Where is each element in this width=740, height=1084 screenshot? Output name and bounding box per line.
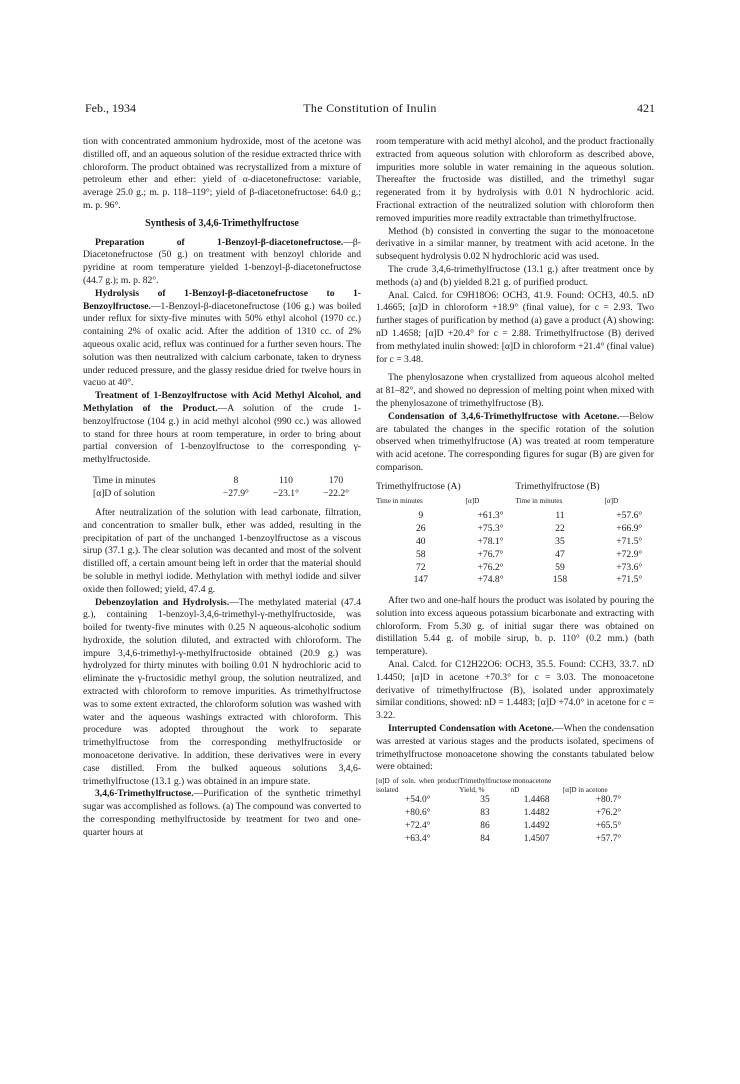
table-cell: 8 — [233, 475, 239, 487]
table-cell: +57.6° — [616, 510, 643, 522]
table-cell: 84 — [480, 833, 490, 844]
table-row — [376, 574, 654, 587]
paragraph-body: —The methylated material (47.4 g.), containing 1-benzoyl-3,4,6-trimethyl-γ-methylfructoside, was boiled for twenty-five minutes with 0.25 N aqueous-alcoholic sodium hydroxide, the solution diluted, and extracted with chloroform. The impure 3,4,6-trimethyl-γ-methylfructoside obtained (20.9 g.) was hydrolyzed for thirty minutes with boiling 0.01 N hydrochloric acid to eliminate the γ-fructosidic methyl group, the solution neutralized, and extracted with chloroform to remove impurities. As trimethylfructose was to some extent extracted, the chloroform solution was washed with water and the aqueous washings extracted with chloroform. This procedure was adopted throughout the work to separate trimethylfructose from the corresponding methylfructoside or monoacetone derivative. In addition, these derivatives were in every case distilled. From the bulked aqueous solutions 3,4,6-trimethylfructose (13.1 g.) was obtained in an impure state. — [83, 596, 361, 787]
table-cell: 110 — [278, 475, 293, 487]
table-subheader: Time in minutes — [515, 496, 563, 505]
table-cell: +76.2° — [477, 561, 504, 573]
run-in-heading: 3,4,6-Trimethylfructose. — [95, 788, 194, 800]
table-cell: 1.4492 — [523, 820, 550, 831]
paragraph — [83, 788, 361, 839]
run-in-heading: Interrupted Condensation with Acetone. — [388, 723, 554, 735]
paragraph: After two and one-half hours the product was isolated by pouring the solution into excess aqueous potassium bicarbonate and extracting with chloroform. From 5.30 g. of initial sugar there was obtained on distillation 5.44 g. of mobile sirup, b. p. 110° (0.2 mm.) (bath temperature). — [376, 595, 654, 658]
table-cell: 59 — [555, 561, 565, 573]
table-cell: +74.8° — [477, 574, 504, 586]
table-subheader: nD — [510, 785, 520, 794]
table-cell: 40 — [416, 535, 426, 547]
table-label: Time in minutes — [93, 475, 156, 487]
table-group-header: Trimethylfructose monoacetone — [459, 777, 552, 786]
table-group-header: Trimethylfructose (A) — [376, 480, 461, 492]
paragraph: Anal. Calcd. for C9H18O6: OCH3, 41.9. Found: OCH3, 40.5. nD 1.4665; [α]D in chloroform +18.9° (final value), for c = 2.93. Two further stages of purification by method (a) gave a product (A) showing: nD 1.4658; [α]D +20.4° for c = 2.88. Trimethylfructose (B) derived from methylated inulin showed: [α]D in chloroform +21.4° (final value) for c = 3.48. — [376, 289, 654, 365]
run-in-heading: Debenzoylation and Hydrolysis. — [95, 596, 230, 608]
table-cell: −27.9° — [222, 488, 249, 500]
table-header: [α]D of soln. when product isolated — [376, 777, 460, 794]
table-cell: +78.1° — [477, 535, 504, 547]
table-cell: +66.9° — [616, 523, 643, 535]
rotation-table — [83, 475, 361, 501]
paragraph — [83, 390, 361, 467]
paragraph-body: —β-Diacetonefructose (50 g.) on treatment with benzoyl chloride and pyridine at room temperature yielded 1-benzoyl-β-diacetonefructose (44.7 g.); m. p. 82°. — [83, 236, 361, 286]
table-cell: 26 — [416, 523, 426, 535]
table-cell: +75.3° — [477, 523, 504, 535]
paragraph-body: —Below are tabulated the changes in the specific rotation of the solution observed when trimethylfructose (A) was treated at room temperature with acid acetone. The corresponding figures for sugar (B) are given for comparison. — [376, 410, 654, 473]
table-cell: +61.3° — [477, 510, 504, 522]
header-title: The Constitution of Inulin — [303, 101, 437, 115]
paragraph: Method (b) consisted in converting the sugar to the monoacetone derivative in a similar manner, by treatment with acid acetone. In the subsequent hydrolysis 0.02 N hydrochloric acid was used. — [376, 225, 654, 263]
table-row — [83, 488, 361, 501]
table-cell: +76.7° — [477, 548, 504, 560]
paragraph: Anal. Calcd. for C12H22O6: OCH3, 35.5. Found: CCH3, 33.7. nD 1.4450; [α]D in acetone +70.3° for c = 3.03. The monoacetone derivative of trimethylfructose (B), isolated under approximately similar conditions, showed: nD = 1.4483; [α]D +74.0° in acetone for c = 3.22. — [376, 659, 654, 722]
paragraph: tion with concentrated ammonium hydroxide, most of the acetone was distilled off, and an aqueous solution of the residue extracted thrice with chloroform. The product obtained was recrystallized from a mixture of petroleum ether and ether: yield of α-diacetonefructose: variable, average 25.0 g.; m. p. 118–119°; yield of β-diacetonefructose: 64.0 g.; m. p. 96°. — [83, 136, 361, 211]
table-cell: 147 — [413, 574, 428, 586]
paragraph — [83, 597, 361, 789]
table-cell: 83 — [480, 808, 490, 819]
table-cell: 47 — [555, 548, 565, 560]
table-cell: −23.1° — [272, 488, 299, 500]
table-row — [376, 536, 654, 549]
table-row — [376, 794, 654, 807]
run-in-heading: Hydrolysis of 1-Benzoyl-β-diacetonefructose to 1-Benzoylfructose. — [83, 287, 361, 312]
run-in-heading: Treatment of 1-Benzoylfructose with Acid Methyl Alcohol, and Methylation of the Product. — [83, 390, 361, 414]
table-cell: +72.4° — [404, 820, 431, 831]
table-cell: +65.5° — [595, 820, 622, 831]
paragraph: The crude 3,4,6-trimethylfructose (13.1 g.) after treatment once by methods (a) and (b) yielded 8.21 g. of purified product. — [376, 263, 654, 288]
paragraph — [376, 411, 654, 475]
paragraph-body: —Purification of the synthetic trimethyl sugar was accomplished as follows. (a) The compound was converted to the corresponding methylfructoside by treatment for two and one-quarter hours at — [83, 788, 361, 838]
table-cell: +76.2° — [595, 808, 622, 819]
table-row — [376, 510, 654, 523]
paragraph: room temperature with acid methyl alcohol, and the product fractionally extracted from aqueous solution with chloroform as described above, impurities more soluble in water remaining in the aqueous solution. Thereafter the fructoside was distilled, and the trimethyl sugar regenerated from it by hydrolysis with 0.01 N hydrochloric acid. Fractional extraction of the neutralized solution with chloroform then removed impurities more readily extractable than trimethylfructose. — [376, 136, 654, 224]
table-header-row — [376, 481, 654, 494]
table-cell: +57.7° — [595, 833, 622, 844]
page-number: 421 — [637, 101, 655, 115]
paragraph-body: —When the condensation was arrested at various stages and the products isolated, specimens of trimethylfructose monoacetone showing the constants tabulated below were obtained: — [376, 723, 654, 773]
table-cell: +54.0° — [404, 795, 431, 806]
paragraph: After neutralization of the solution with lead carbonate, filtration, and concentration to smaller bulk, ether was added, resulting in the precipitation of part of the unchanged 1-benzoylfructose as a viscous sirup (37.1 g.). The clear solution was decanted and most of the solvent distilled off, a certain amount being left in order that the material should be soluble in methyl iodide. Methylation with methyl iodide and silver oxide then followed; yield, 47.4 g. — [83, 506, 361, 595]
paragraph: The phenylosazone when crystallized from aqueous alcohol melted at 81–82°, and showed no depression of melting point when mixed with the phenylosazone of trimethylfructose (B). — [376, 372, 654, 409]
table-cell: 158 — [552, 574, 568, 586]
table-cell: 1.4507 — [523, 833, 550, 844]
table-subheader-row — [376, 494, 654, 511]
table-subheader: [α]D — [604, 496, 619, 505]
table-cell: +63.4° — [404, 833, 431, 844]
run-in-heading: Preparation of 1-Benzoyl-β-diacetonefructose. — [95, 236, 344, 248]
table-cell: 170 — [328, 475, 344, 487]
table-row — [83, 475, 361, 488]
table-label: [α]D of solution — [93, 488, 156, 500]
table-row — [376, 523, 654, 536]
table-cell: 86 — [480, 820, 490, 831]
table-header-row — [376, 777, 654, 786]
table-cell: 9 — [418, 510, 424, 522]
table-row — [376, 820, 654, 833]
table-subheader: Time in minutes — [376, 496, 423, 505]
table-cell: 11 — [555, 510, 565, 522]
table-cell: +80.7° — [595, 795, 622, 806]
table-cell: 22 — [555, 523, 565, 535]
header-date: Feb., 1934 — [85, 101, 136, 115]
table-cell: 1.4468 — [523, 795, 550, 806]
table-cell: +71.5° — [616, 535, 643, 547]
paragraph-body: —A solution of the crude 1-benzoylfructose (104 g.) in acid methyl alcohol (990 cc.) was allowed to stand for three hours at room temperature, in order to bring about partial conversion of 1-benzoylfructose to the corresponding γ-methylfructoside. — [83, 402, 361, 466]
left-column — [83, 136, 361, 840]
table-group-header: Trimethylfructose (B) — [515, 480, 600, 492]
table-cell: +71.5° — [616, 574, 643, 586]
run-in-heading: Condensation of 3,4,6-Trimethylfructose with Acetone. — [388, 410, 620, 422]
table-row — [376, 562, 654, 575]
table-subheader: [α]D in acetone — [562, 785, 608, 794]
table-cell: 35 — [555, 535, 565, 547]
paragraph — [83, 237, 361, 288]
paragraph-body: —1-Benzoyl-β-diacetonefructose (106 g.) was boiled under reflux for sixty-five minutes with 50% ethyl alcohol (1970 cc.) containing 2% of oxalic acid. After the addition of 1310 cc. of 2% aqueous oxalic acid, reflux was continued for a further seven hours. The solution was then neutralized with calcium carbonate, taken to dryness under reduced pressure, and the glassy residue dried for twelve hours in vacuo at 40°. — [83, 300, 361, 389]
running-header — [85, 101, 655, 117]
table-subheader: [α]D — [465, 496, 480, 505]
table-row — [376, 549, 654, 562]
table-cell: 58 — [416, 548, 426, 560]
right-column — [376, 136, 654, 845]
condensation-table — [376, 481, 654, 587]
monoacetone-table — [376, 777, 654, 845]
table-cell: +72.9° — [616, 548, 643, 560]
table-subheader: Yield, % — [459, 785, 485, 794]
table-cell: 35 — [480, 795, 490, 806]
paragraph — [83, 288, 361, 390]
table-row — [376, 807, 654, 820]
table-cell: +73.6° — [616, 561, 643, 573]
table-cell: 72 — [416, 561, 426, 573]
table-cell: 1.4482 — [523, 808, 550, 819]
table-row — [376, 833, 654, 846]
paragraph — [376, 723, 654, 774]
section-heading: Synthesis of 3,4,6-Trimethylfructose — [145, 217, 299, 229]
table-cell: +80.6° — [404, 808, 431, 819]
table-cell: −22.2° — [322, 488, 349, 500]
